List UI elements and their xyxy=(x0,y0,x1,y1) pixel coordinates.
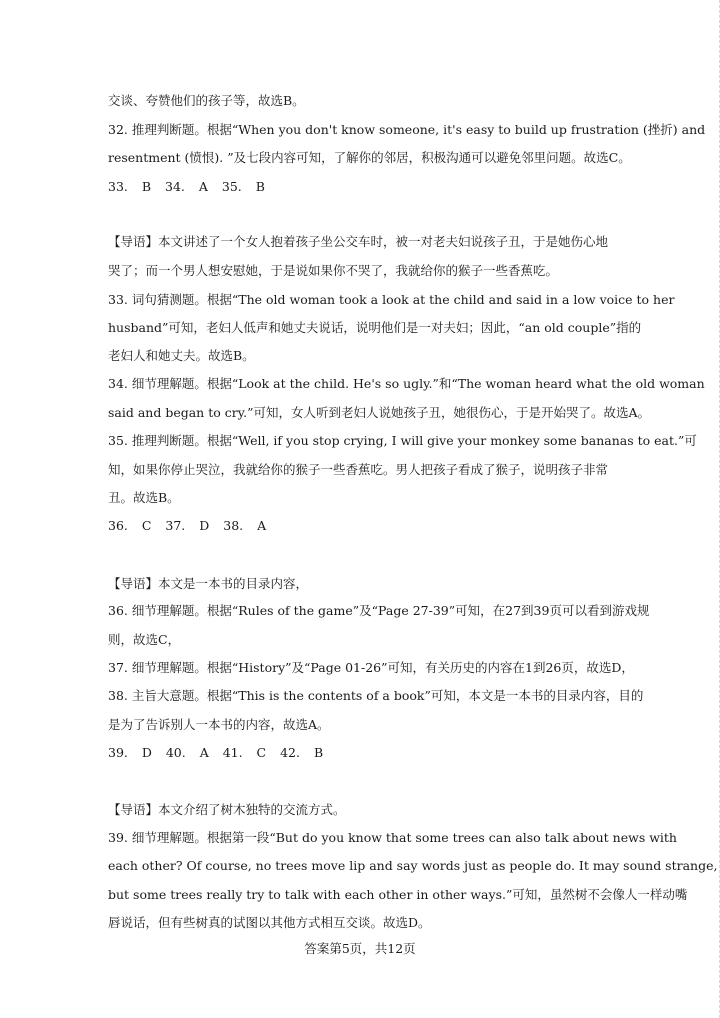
text-line: said and began to cry.”可知，女人听到老妇人说她孩子丑，她很伤心，于是开始哭了。故选A。 xyxy=(108,405,650,420)
text-line: but some trees really try to talk with each other in other ways.”可知，虽然树不会像人一样动嘴 xyxy=(108,887,688,902)
page-edge-divider xyxy=(713,0,720,1018)
answer-key-line: 39. D 40. A 41. C 42. B xyxy=(108,745,324,760)
text-line: 是为了告诉别人一本书的内容，故选A。 xyxy=(108,717,330,732)
text-line: 老妇人和她丈夫。故选B。 xyxy=(108,348,255,363)
text-line: husband”可知，老妇人低声和她丈夫说话，说明他们是一对夫妇；因此，“an old couple”指的 xyxy=(108,320,642,335)
text-line: 34. 细节理解题。根据“Look at the child. He's so ugly.”和“The woman heard what the old woman xyxy=(108,376,705,391)
text-line: 交谈、夸赞他们的孩子等，故选B。 xyxy=(108,93,305,108)
guide-intro: 【导语】本文是一本书的目录内容， xyxy=(108,576,309,591)
answer-key-line: 36. C 37. D 38. A xyxy=(108,518,267,533)
text-line: 37. 细节理解题。根据“History”及“Page 01-26”可知，有关历史的内容在1到26页，故选D， xyxy=(108,660,634,675)
text-line: 38. 主旨大意题。根据“This is the contents of a book”可知，本文是一本书的目录内容，目的 xyxy=(108,688,644,703)
text-line: resentment (愤恨). ”及七段内容可知，了解你的邻居，积极沟通可以避免邻里问题。故选C。 xyxy=(108,150,631,165)
guide-intro: 【导语】本文讲述了一个女人抱着孩子坐公交车时，被一对老夫妇说孩子丑，于是她伤心地 xyxy=(108,234,609,249)
text-line: 则，故选C， xyxy=(108,632,181,647)
text-line: 32. 推理判断题。根据“When you don't know someone, it's easy to build up frustration (挫折) and xyxy=(108,122,706,137)
guide-intro: 【导语】本文介绍了树木独特的交流方式。 xyxy=(108,802,346,817)
text-line: 唇说话，但有些树真的试图以其他方式相互交谈。故选D。 xyxy=(108,915,431,930)
text-line: 33. 词句猜测题。根据“The old woman took a look at the child and said in a low voice to her xyxy=(108,292,675,307)
text-line: 35. 推理判断题。根据“Well, if you stop crying, I will give your monkey some bananas to eat.”可 xyxy=(108,433,697,448)
text-line: 哭了；而一个男人想安慰她，于是说如果你不哭了，我就给你的猴子一些香蕉吃。 xyxy=(108,263,559,278)
text-line: 36. 细节理解题。根据“Rules of the game”及“Page 27-39”可知，在27到39页可以看到游戏规 xyxy=(108,603,650,618)
text-line: each other? Of course, no trees move lip and say words just as people do. It may sound strange, xyxy=(108,858,718,873)
text-line: 丑。故选B。 xyxy=(108,490,180,505)
text-line: 知，如果你停止哭泣，我就给你的猴子一些香蕉吃。男人把孩子看成了猴子，说明孩子非常 xyxy=(108,462,609,477)
page-footer: 答案第5页，共12页 xyxy=(304,941,416,956)
text-line: 39. 细节理解题。根据第一段“But do you know that some trees can also talk about news with xyxy=(108,830,677,845)
answer-key-line: 33. B 34. A 35. B xyxy=(108,179,265,194)
